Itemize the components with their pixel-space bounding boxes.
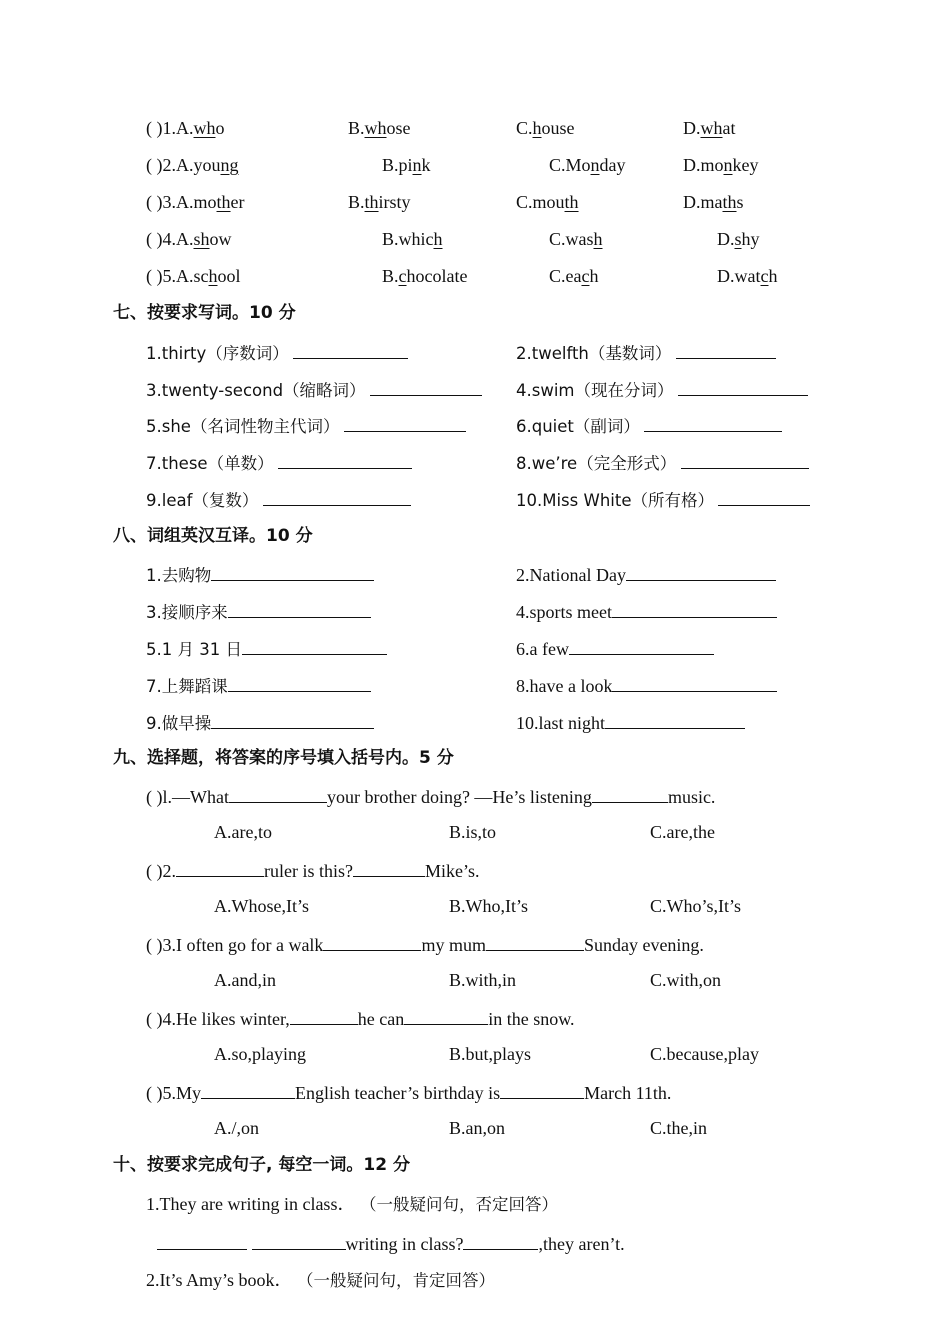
answer-blank[interactable] bbox=[228, 673, 371, 692]
answer-blank[interactable] bbox=[353, 858, 425, 877]
answer-blank[interactable] bbox=[157, 1231, 247, 1250]
section-7-title: 七、按要求写词。10 分 bbox=[113, 303, 296, 323]
s8-item-7: 7.上舞蹈课 bbox=[146, 673, 371, 698]
s9-q5-option-a[interactable]: A./,on bbox=[214, 1118, 259, 1138]
s7-item-6: 6.quiet（副词） bbox=[516, 413, 782, 438]
phonics-row-3-c: C.mouth bbox=[516, 192, 579, 212]
phonics-row-2-b: B.pink bbox=[382, 155, 431, 175]
s9-question-5: ( )5.My English teacher’s birthday is March 11th. bbox=[146, 1080, 671, 1104]
s7-item-10: 10.Miss White（所有格） bbox=[516, 487, 810, 512]
answer-blank[interactable] bbox=[681, 450, 809, 469]
answer-blank[interactable] bbox=[229, 784, 327, 803]
s9-q4-option-c[interactable]: C.because,play bbox=[650, 1044, 759, 1064]
answer-blank[interactable] bbox=[626, 562, 776, 581]
s9-question-1: ( )l.—What your brother doing? —He’s listening music. bbox=[146, 784, 715, 808]
answer-blank[interactable] bbox=[463, 1231, 538, 1250]
answer-blank[interactable] bbox=[592, 784, 668, 803]
answer-blank[interactable] bbox=[263, 487, 411, 506]
s8-item-10: 10.last night bbox=[516, 710, 745, 734]
answer-blank[interactable] bbox=[211, 710, 374, 729]
s7-item-9: 9.leaf（复数） bbox=[146, 487, 411, 512]
s7-item-3: 3.twenty-second（缩略词） bbox=[146, 377, 482, 402]
answer-blank[interactable] bbox=[242, 636, 387, 655]
answer-blank[interactable] bbox=[718, 487, 810, 506]
answer-blank[interactable] bbox=[486, 932, 584, 951]
answer-blank[interactable] bbox=[228, 599, 371, 618]
s9-q3-option-b[interactable]: B.with,in bbox=[449, 970, 517, 990]
s8-item-5: 5.1 月 31 日 bbox=[146, 636, 387, 661]
s8-item-3: 3.接顺序来 bbox=[146, 599, 371, 624]
section-10-title: 十、按要求完成句子, 每空一词。12 分 bbox=[113, 1155, 410, 1175]
answer-blank[interactable] bbox=[678, 377, 808, 396]
answer-blank[interactable] bbox=[404, 1006, 488, 1025]
s9-q2-option-a[interactable]: A.Whose,It’s bbox=[214, 896, 309, 916]
s8-item-4: 4.sports meet bbox=[516, 599, 777, 623]
phonics-row-1-a: ( )1.A.who bbox=[146, 118, 225, 138]
s9-q1-option-a[interactable]: A.are,to bbox=[214, 822, 272, 842]
answer-blank[interactable] bbox=[290, 1006, 358, 1025]
phonics-row-3-b: B.thirsty bbox=[348, 192, 411, 212]
answer-blank[interactable] bbox=[278, 450, 412, 469]
s8-item-1: 1.去购物 bbox=[146, 562, 374, 587]
s8-item-2: 2.National Day bbox=[516, 562, 776, 586]
s8-item-6: 6.a few bbox=[516, 636, 714, 660]
answer-blank[interactable] bbox=[569, 636, 714, 655]
answer-blank[interactable] bbox=[201, 1080, 295, 1099]
phonics-row-4-d: D.shy bbox=[717, 229, 760, 249]
phonics-row-4-b: B.which bbox=[382, 229, 443, 249]
phonics-row-5-c: C.each bbox=[549, 266, 599, 286]
s7-item-8: 8.we’re（完全形式） bbox=[516, 450, 809, 475]
phonics-row-1-b: B.whose bbox=[348, 118, 411, 138]
s9-question-4: ( )4.He likes winter, he can in the snow. bbox=[146, 1006, 575, 1030]
s9-q3-option-c[interactable]: C.with,on bbox=[650, 970, 722, 990]
s8-item-9: 9.做早操 bbox=[146, 710, 374, 735]
s10-question-2: 2.It’s Amy’s book． （一般疑问句，肯定回答） bbox=[146, 1270, 496, 1290]
answer-blank[interactable] bbox=[323, 932, 421, 951]
answer-blank[interactable] bbox=[605, 710, 745, 729]
s7-item-7: 7.these（单数） bbox=[146, 450, 412, 475]
s10-question-1: 1.They are writing in class． （一般疑问句，否定回答） bbox=[146, 1194, 558, 1214]
s9-q5-option-b[interactable]: B.an,on bbox=[449, 1118, 505, 1138]
s9-q5-option-c[interactable]: C.the,in bbox=[650, 1118, 707, 1138]
answer-blank[interactable] bbox=[293, 340, 408, 359]
s9-question-2: ( )2. ruler is this? Mike’s. bbox=[146, 858, 480, 882]
s7-item-2: 2.twelfth（基数词） bbox=[516, 340, 776, 365]
phonics-row-5-d: D.watch bbox=[717, 266, 778, 286]
phonics-row-3-a: ( )3.A.mother bbox=[146, 192, 245, 212]
s10-answer-1: writing in class? ,they aren’t. bbox=[157, 1231, 625, 1255]
s9-question-3: ( )3.I often go for a walk my mum Sunday evening. bbox=[146, 932, 704, 956]
phonics-row-4-a: ( )4.A.show bbox=[146, 229, 232, 249]
s9-q4-option-b[interactable]: B.but,plays bbox=[449, 1044, 532, 1064]
answer-blank[interactable] bbox=[252, 1231, 346, 1250]
phonics-row-2-c: C.Monday bbox=[549, 155, 626, 175]
section-9-title: 九、选择题，将答案的序号填入括号内。5 分 bbox=[113, 748, 454, 768]
phonics-row-5-b: B.chocolate bbox=[382, 266, 468, 286]
answer-blank[interactable] bbox=[612, 599, 777, 618]
answer-blank[interactable] bbox=[176, 858, 264, 877]
s9-q1-option-b[interactable]: B.is,to bbox=[449, 822, 497, 842]
s9-q4-option-a[interactable]: A.so,playing bbox=[214, 1044, 306, 1064]
answer-blank[interactable] bbox=[370, 377, 482, 396]
phonics-row-1-d: D.what bbox=[683, 118, 736, 138]
answer-blank[interactable] bbox=[344, 413, 466, 432]
s9-q3-option-a[interactable]: A.and,in bbox=[214, 970, 276, 990]
s9-q2-option-b[interactable]: B.Who,It’s bbox=[449, 896, 528, 916]
s9-q1-option-c[interactable]: C.are,the bbox=[650, 822, 715, 842]
answer-blank[interactable] bbox=[612, 673, 777, 692]
phonics-row-4-c: C.wash bbox=[549, 229, 603, 249]
s7-item-1: 1.thirty（序数词） bbox=[146, 340, 408, 365]
answer-blank[interactable] bbox=[211, 562, 374, 581]
phonics-row-1-c: C.house bbox=[516, 118, 575, 138]
phonics-row-3-d: D.maths bbox=[683, 192, 744, 212]
phonics-row-2-a: ( )2.A.young bbox=[146, 155, 239, 175]
s8-item-8: 8.have a look bbox=[516, 673, 777, 697]
s9-q2-option-c[interactable]: C.Who’s,It’s bbox=[650, 896, 742, 916]
s7-item-5: 5.she（名词性物主代词） bbox=[146, 413, 466, 438]
phonics-row-2-d: D.monkey bbox=[683, 155, 759, 175]
answer-blank[interactable] bbox=[644, 413, 782, 432]
answer-blank[interactable] bbox=[676, 340, 776, 359]
section-8-title: 八、词组英汉互译。10 分 bbox=[113, 526, 313, 546]
phonics-row-5-a: ( )5.A.school bbox=[146, 266, 241, 286]
answer-blank[interactable] bbox=[500, 1080, 584, 1099]
s7-item-4: 4.swim（现在分词） bbox=[516, 377, 808, 402]
